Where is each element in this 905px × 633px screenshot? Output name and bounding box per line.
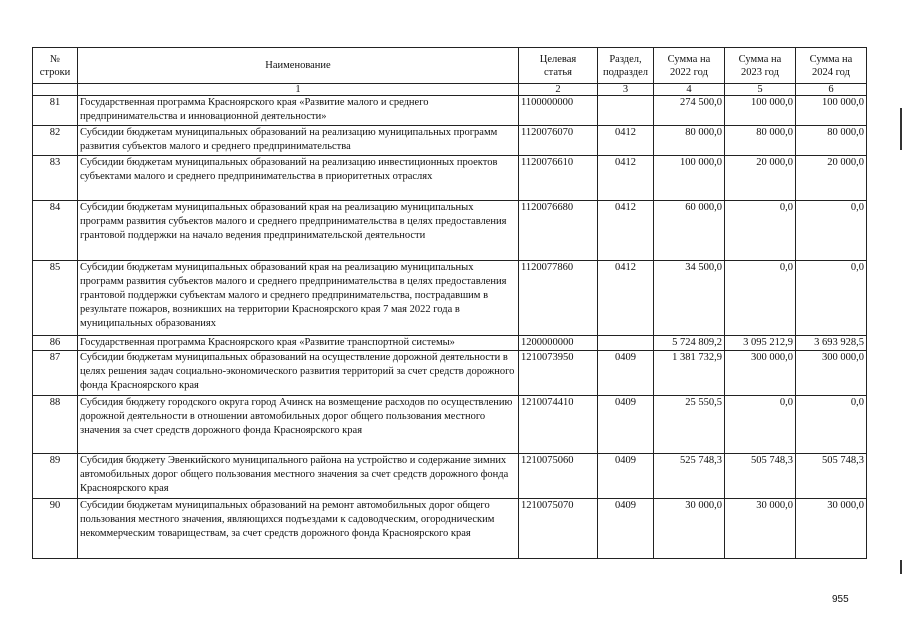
row-name: Субсидии бюджетам муниципальных образований на реализацию муниципальных программ развития субъектов малого и среднего предпринимательства — [78, 126, 519, 156]
row-section: 0409 — [598, 499, 654, 559]
row-target-article: 1210074410 — [519, 396, 598, 454]
row-target-article: 1120076680 — [519, 201, 598, 261]
row-sum-2023: 20 000,0 — [725, 156, 796, 201]
row-sum-2024: 0,0 — [796, 396, 867, 454]
header-name: Наименование — [78, 48, 519, 84]
row-name: Субсидии бюджетам муниципальных образований на осуществление дорожной деятельности в целях решения задач социально-экономического развития территорий за счет средств дорожного фонда Красноярского края — [78, 351, 519, 396]
row-target-article: 1210075070 — [519, 499, 598, 559]
row-name: Субсидия бюджету городского округа город Ачинск на возмещение расходов по осуществлению дорожной деятельности в отношении автомобильных дорог общего пользования местного значения за счет средств дорожного фонда Красноярского края — [78, 396, 519, 454]
row-sum-2024: 80 000,0 — [796, 126, 867, 156]
row-name: Субсидии бюджетам муниципальных образований края на реализацию муниципальных программ развития субъектов малого и среднего предпринимательства в целях предоставления грантовой поддержки субъектам малого и среднего предпринимательства, пострадавшим в результате пожаров, возникших на территории Красноярского края 7 мая 2022 года в муниципальных образованиях — [78, 261, 519, 336]
row-sum-2023: 100 000,0 — [725, 96, 796, 126]
row-sum-2023: 80 000,0 — [725, 126, 796, 156]
row-target-article: 1210073950 — [519, 351, 598, 396]
row-section — [598, 96, 654, 126]
row-sum-2023: 300 000,0 — [725, 351, 796, 396]
table-row — [33, 156, 867, 201]
header-sum-2022: Сумма на 2022 год — [654, 48, 725, 84]
table-row — [33, 261, 867, 336]
scan-edge-mark — [900, 108, 902, 150]
table-row — [33, 396, 867, 454]
row-sum-2023: 3 095 212,9 — [725, 336, 796, 351]
table-row — [33, 454, 867, 499]
row-target-article: 1200000000 — [519, 336, 598, 351]
row-sum-2023: 30 000,0 — [725, 499, 796, 559]
row-target-article: 1100000000 — [519, 96, 598, 126]
row-name: Государственная программа Красноярского края «Развитие малого и среднего предпринимательства и инновационной деятельности» — [78, 96, 519, 126]
row-sum-2024: 0,0 — [796, 201, 867, 261]
row-section: 0412 — [598, 201, 654, 261]
row-sum-2024: 100 000,0 — [796, 96, 867, 126]
row-name: Субсидии бюджетам муниципальных образований края на реализацию муниципальных программ развития субъектов малого и среднего предпринимательства в целях предоставления грантовой поддержки на начало ведения предпринимательской деятельности — [78, 201, 519, 261]
row-name: Субсидия бюджету Эвенкийского муниципального района на устройство и содержание зимних автомобильных дорог общего пользования местного значения за счет средств дорожного фонда Красноярского края — [78, 454, 519, 499]
row-sum-2024: 0,0 — [796, 261, 867, 336]
row-name: Субсидии бюджетам муниципальных образований на реализацию инвестиционных проектов субъектами малого и среднего предпринимательства в приоритетных отраслях — [78, 156, 519, 201]
row-number: 85 — [33, 261, 78, 336]
row-sum-2024: 30 000,0 — [796, 499, 867, 559]
row-section: 0412 — [598, 126, 654, 156]
row-target-article: 1120076070 — [519, 126, 598, 156]
row-target-article: 1120076610 — [519, 156, 598, 201]
table-row — [33, 96, 867, 126]
column-number — [33, 84, 78, 96]
row-section — [598, 336, 654, 351]
table-row — [33, 351, 867, 396]
column-number: 1 — [78, 84, 519, 96]
row-section: 0409 — [598, 454, 654, 499]
row-sum-2022: 34 500,0 — [654, 261, 725, 336]
header-sum-2023: Сумма на 2023 год — [725, 48, 796, 84]
row-section: 0409 — [598, 396, 654, 454]
row-target-article: 1120077860 — [519, 261, 598, 336]
row-number: 87 — [33, 351, 78, 396]
row-sum-2022: 25 550,5 — [654, 396, 725, 454]
row-number: 81 — [33, 96, 78, 126]
table-row — [33, 499, 867, 559]
header-section: Раздел, подраздел — [598, 48, 654, 84]
row-sum-2022: 100 000,0 — [654, 156, 725, 201]
row-section: 0412 — [598, 261, 654, 336]
row-number: 90 — [33, 499, 78, 559]
row-section: 0412 — [598, 156, 654, 201]
row-sum-2023: 505 748,3 — [725, 454, 796, 499]
row-sum-2022: 30 000,0 — [654, 499, 725, 559]
row-section: 0409 — [598, 351, 654, 396]
row-sum-2022: 525 748,3 — [654, 454, 725, 499]
column-number: 5 — [725, 84, 796, 96]
row-target-article: 1210075060 — [519, 454, 598, 499]
row-sum-2023: 0,0 — [725, 396, 796, 454]
row-sum-2024: 505 748,3 — [796, 454, 867, 499]
row-sum-2022: 1 381 732,9 — [654, 351, 725, 396]
budget-table — [32, 47, 867, 559]
column-number: 4 — [654, 84, 725, 96]
row-name: Субсидии бюджетам муниципальных образований на ремонт автомобильных дорог общего пользования местного значения, являющихся подъездами к садоводческим, огородническим некоммерческим товариществам, за счет средств дорожного фонда Красноярского края — [78, 499, 519, 559]
row-sum-2024: 3 693 928,5 — [796, 336, 867, 351]
row-number: 86 — [33, 336, 78, 351]
row-number: 89 — [33, 454, 78, 499]
row-sum-2024: 20 000,0 — [796, 156, 867, 201]
row-number: 84 — [33, 201, 78, 261]
column-number: 2 — [519, 84, 598, 96]
row-sum-2023: 0,0 — [725, 261, 796, 336]
row-sum-2022: 5 724 809,2 — [654, 336, 725, 351]
table-row — [33, 126, 867, 156]
row-sum-2023: 0,0 — [725, 201, 796, 261]
row-name: Государственная программа Красноярского края «Развитие транспортной системы» — [78, 336, 519, 351]
row-number: 83 — [33, 156, 78, 201]
header-row-number: № строки — [33, 48, 78, 84]
header-target-article: Целевая статья — [519, 48, 598, 84]
row-sum-2022: 80 000,0 — [654, 126, 725, 156]
column-number-row — [33, 84, 867, 96]
column-number: 6 — [796, 84, 867, 96]
table-header-row — [33, 48, 867, 84]
row-sum-2022: 274 500,0 — [654, 96, 725, 126]
row-number: 88 — [33, 396, 78, 454]
table-row — [33, 201, 867, 261]
row-sum-2024: 300 000,0 — [796, 351, 867, 396]
page-number: 955 — [832, 594, 849, 605]
row-number: 82 — [33, 126, 78, 156]
column-number: 3 — [598, 84, 654, 96]
scan-edge-mark — [900, 560, 902, 574]
header-sum-2024: Сумма на 2024 год — [796, 48, 867, 84]
table-row — [33, 336, 867, 351]
row-sum-2022: 60 000,0 — [654, 201, 725, 261]
